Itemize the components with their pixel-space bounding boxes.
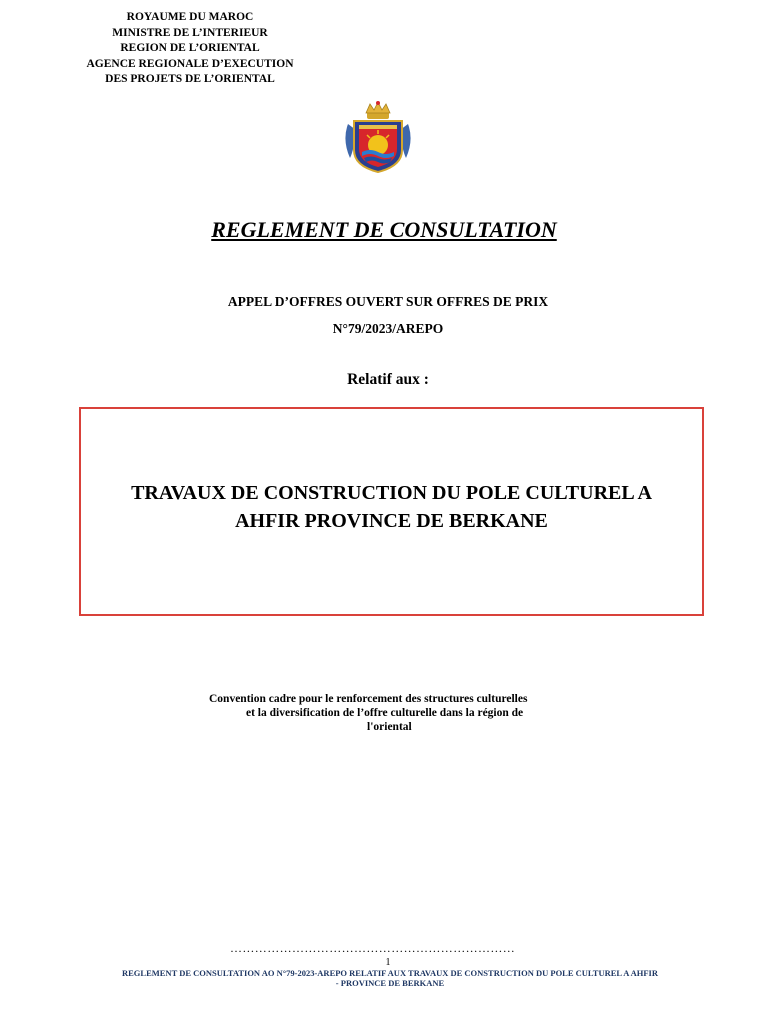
document-title: REGLEMENT DE CONSULTATION [211, 217, 557, 242]
project-title-line-1: TRAVAUX DE CONSTRUCTION DU POLE CULTUREL A [131, 482, 652, 504]
header-line-kingdom: ROYAUME DU MAROC [126, 11, 254, 23]
header-line-agency: AGENCE REGIONALE D’EXECUTION [86, 57, 294, 70]
coat-of-arms-icon [340, 100, 416, 174]
header-line-projects: DES PROJETS DE L’ORIENTAL [105, 73, 275, 85]
footer-dotted-rule: …………………………………………………………… [230, 941, 516, 955]
tender-reference: N°79/2023/AREPO [332, 321, 444, 336]
footer-line-2: - PROVINCE DE BERKANE [335, 978, 445, 988]
issuer-header [60, 10, 320, 88]
convention-line-3: l'oriental [367, 721, 412, 733]
project-title-box [79, 407, 704, 616]
header-line-ministry: MINISTRE DE L’INTERIEUR [112, 26, 268, 39]
tender-type: APPEL D’OFFRES OUVERT SUR OFFRES DE PRIX [227, 294, 549, 309]
relatif-label: Relatif aux : [347, 371, 429, 388]
footer-line-1: REGLEMENT DE CONSULTATION AO N°79-2023-AREPO RELATIF AUX TRAVAUX DE CONSTRUCTION DU POLE CULTUREL A AHFIR [121, 968, 658, 978]
header-line-region: REGION DE L’ORIENTAL [120, 42, 260, 54]
page-number: 1 [385, 957, 391, 968]
convention-line-2: et la diversification de l’offre culturelle dans la région de [246, 707, 524, 719]
convention-line-1: Convention cadre pour le renforcement des structures culturelles [209, 693, 528, 705]
project-title-line-2: AHFIR PROVINCE DE BERKANE [235, 510, 548, 532]
project-title [81, 479, 702, 535]
running-footer [90, 968, 690, 988]
convention-note [200, 692, 580, 734]
